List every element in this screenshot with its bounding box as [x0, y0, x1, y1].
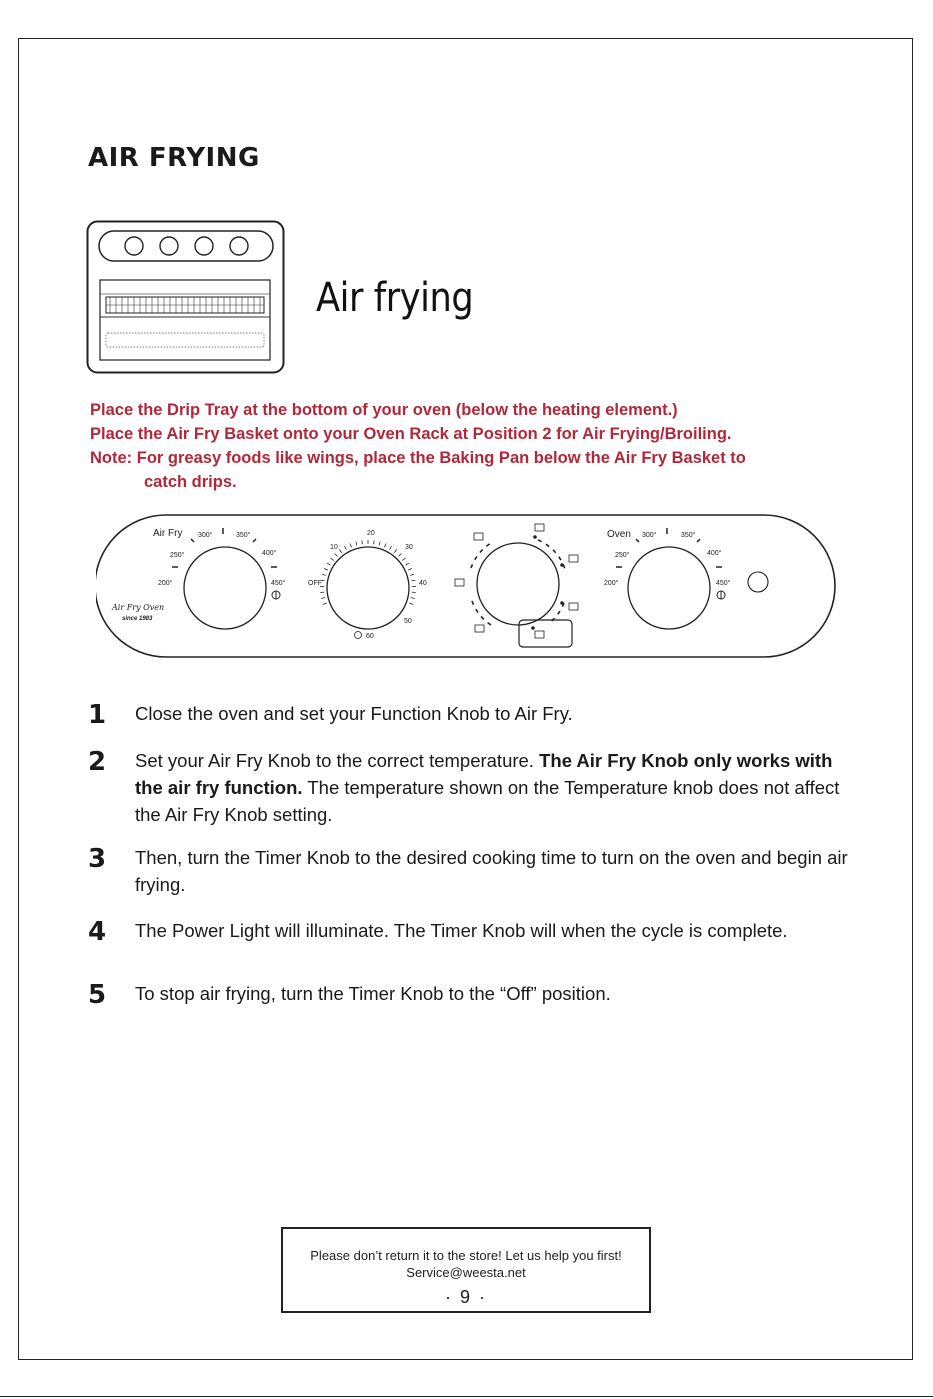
drip-tray: [106, 333, 264, 347]
timer-tick-label: 50: [404, 618, 412, 625]
timer-tick-label: 30: [405, 544, 413, 551]
temp-tick-label: 300°: [198, 532, 213, 539]
temp-tick-label: 300°: [642, 532, 657, 539]
brand-script: Air Fry Oven: [112, 603, 165, 612]
section-title: AIR FRYING: [88, 143, 260, 173]
note-line: catch drips.: [144, 473, 237, 491]
step-text: To stop air frying, turn the Timer Knob to the “Off” position.: [135, 983, 611, 1004]
temp-tick-label: 450°: [716, 580, 731, 587]
timer-tick-label: 60: [366, 633, 374, 640]
note-line: Place the Air Fry Basket onto your Oven Rack at Position 2 for Air Frying/Broiling.: [90, 425, 732, 443]
step-number: 1: [88, 700, 107, 730]
temp-tick-label: 200°: [158, 580, 173, 587]
timer-tick-label: 10: [330, 544, 338, 551]
support-footer: [281, 1227, 651, 1313]
knob-icon: [160, 237, 178, 255]
knob-icon: [195, 237, 213, 255]
step-number: 2: [88, 747, 107, 777]
brand-since: since 1983: [122, 616, 153, 622]
air-fry-function-icon: [535, 631, 544, 638]
knob-icon: [230, 237, 248, 255]
support-message: Please don’t return it to the store! Let us help you first!: [310, 1248, 622, 1263]
knob-icon: [125, 237, 143, 255]
step-number: 3: [88, 844, 107, 874]
step-number: 5: [88, 980, 107, 1010]
step-text-part: Set your Air Fry Knob to the correct temperature.: [135, 750, 540, 771]
power-light: [748, 572, 768, 592]
toast-icon: [569, 555, 578, 562]
note-line: Place the Drip Tray at the bottom of your oven (below the heating element.): [90, 401, 678, 419]
illustration-caption: Air frying: [316, 275, 474, 321]
page-number: · 9 ·: [444, 1287, 487, 1307]
step-text: Close the oven and set your Function Knob to Air Fry.: [135, 703, 573, 724]
note-text: For greasy foods like wings, place the Baking Pan below the Air Fry Basket to: [132, 449, 746, 467]
step-text-part: The temperature shown on the Temperature knob does not affect the Air Fry Knob setting.: [135, 777, 840, 825]
step-text: The Power Light will illuminate. The Timer Knob will when the cycle is complete.: [135, 920, 788, 941]
note-label: Note:: [90, 449, 133, 467]
temp-tick-label: 200°: [604, 580, 619, 587]
oven-illustration: [86, 220, 286, 376]
timer-tick-label: 40: [419, 580, 427, 587]
support-email[interactable]: Service@weesta.net: [406, 1265, 526, 1280]
temp-tick-label: 250°: [170, 552, 185, 559]
step-number: 4: [88, 917, 107, 947]
temp-tick-label: 400°: [707, 550, 722, 557]
oven-window: [100, 280, 270, 360]
air-fry-label: Air Fry: [153, 528, 183, 539]
control-panel: [96, 513, 836, 659]
step-text-bold: The Air Fry Knob only works with the air fry function.: [135, 750, 833, 798]
timer-tick-label: 20: [367, 530, 375, 537]
bake-icon: [474, 533, 483, 540]
setup-notes: [90, 398, 850, 494]
convection-icon: [569, 603, 578, 610]
temp-tick-label: 400°: [262, 550, 277, 557]
rotisserie-icon: [475, 625, 484, 632]
step-text: [135, 747, 850, 828]
broil-icon: [535, 524, 544, 531]
temp-tick-label: 350°: [681, 532, 696, 539]
bottom-rule: [0, 1396, 933, 1397]
oven-label: Oven: [607, 529, 631, 540]
step-text: Then, turn the Timer Knob to the desired cooking time to turn on the oven and begin air frying.: [135, 847, 848, 895]
note-line: [90, 446, 850, 470]
temp-tick-label: 350°: [236, 532, 251, 539]
temp-tick-label: 450°: [271, 580, 286, 587]
warm-icon: [455, 579, 464, 586]
temp-tick-label: 250°: [615, 552, 630, 559]
timer-tick-label: OFF: [308, 580, 322, 587]
